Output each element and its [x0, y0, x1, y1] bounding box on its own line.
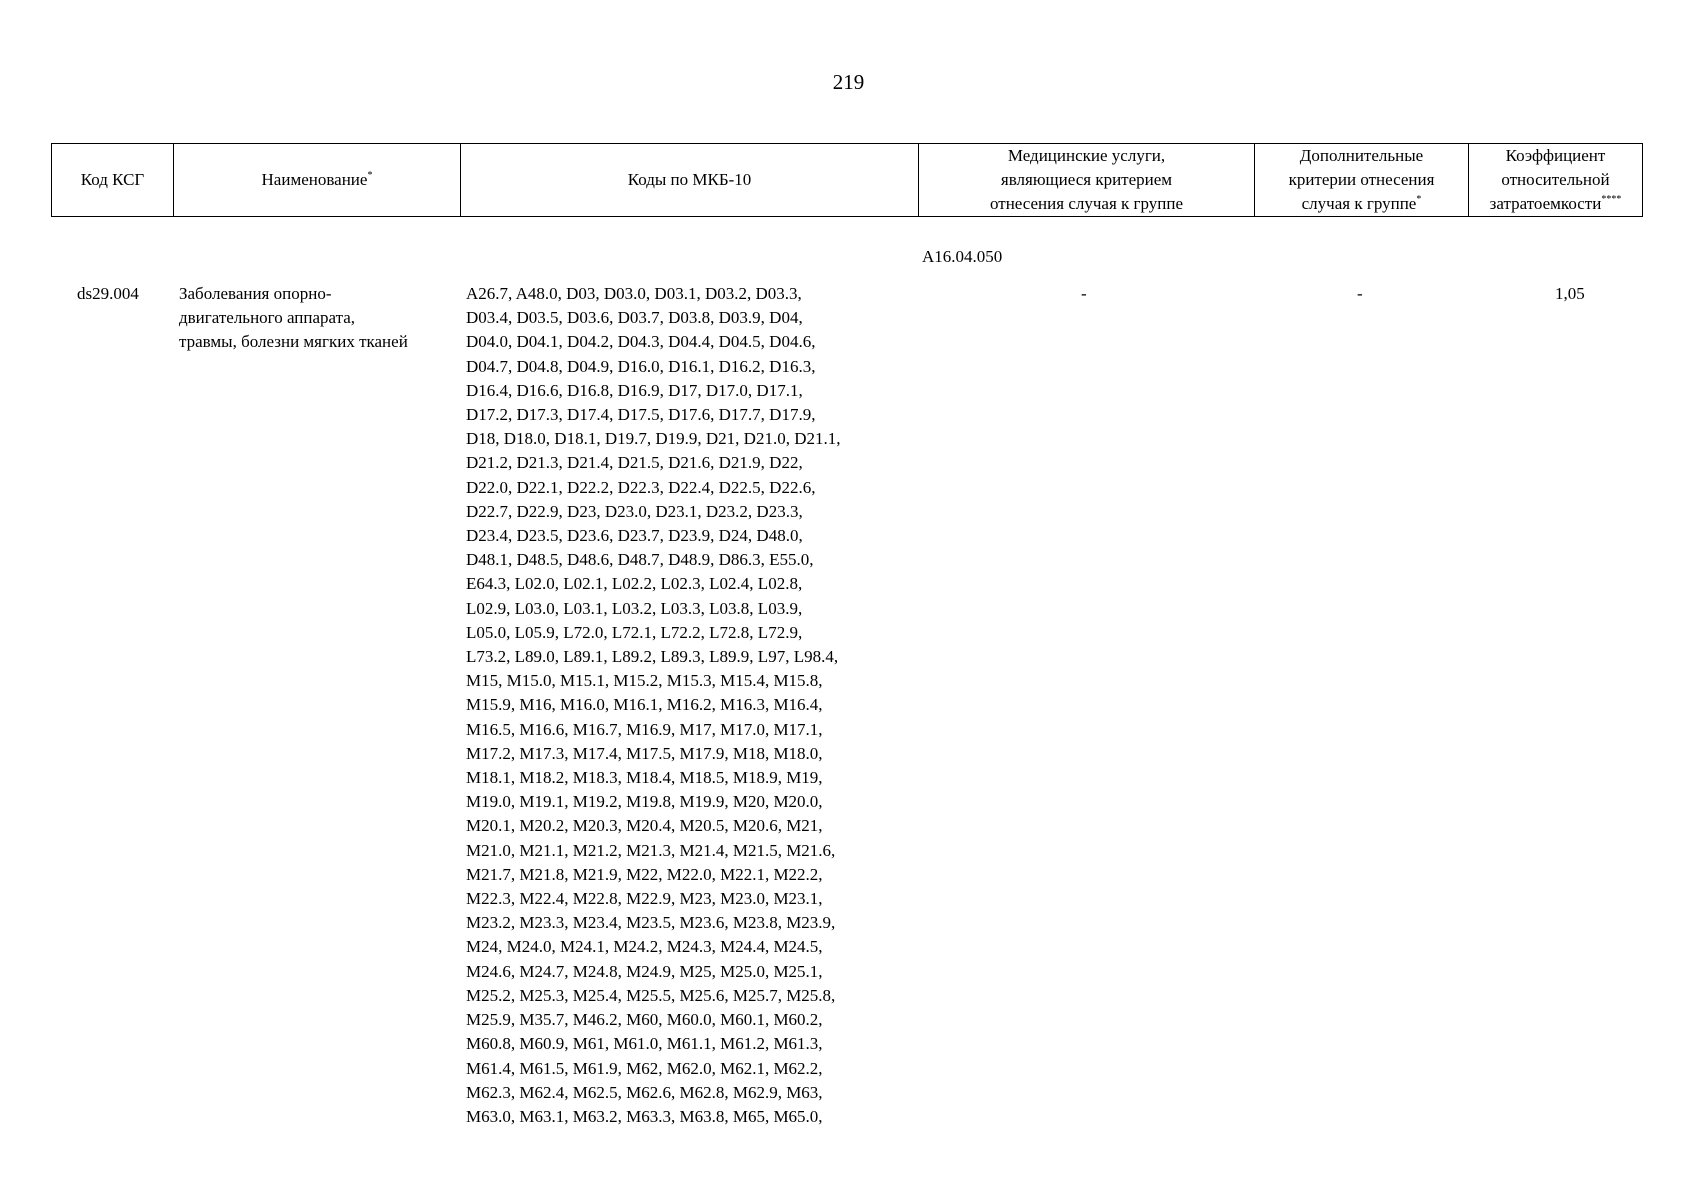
header-mkb-codes — [461, 144, 919, 216]
mkb-code-line: M19.0, M19.1, M19.2, M19.8, M19.9, M20, M20.0, — [466, 792, 823, 812]
row-services: - — [1081, 284, 1087, 303]
mkb-code-line: D17.2, D17.3, D17.4, D17.5, D17.6, D17.7, D17.9, — [466, 405, 816, 425]
row-name — [179, 282, 464, 355]
mkb-code-line: M61.4, M61.5, M61.9, M62, M62.0, M62.1, M62.2, — [466, 1058, 823, 1078]
header-additional-criteria-line: случая к группе — [1301, 194, 1417, 213]
header-coefficient — [1469, 144, 1642, 216]
mkb-code-line: E64.3, L02.0, L02.1, L02.2, L02.3, L02.4, L02.8, — [466, 574, 803, 594]
mkb-code-line: M25.9, M35.7, M46.2, M60, M60.0, M60.1, M60.2, — [466, 1010, 823, 1030]
mkb-code-line: M22.3, M22.4, M22.8, M22.9, M23, M23.0, M23.1, — [466, 889, 823, 909]
mkb-code-line: D18, D18.0, D18.1, D19.7, D19.9, D21, D21.0, D21.1, — [466, 429, 841, 449]
mkb-code-line: M15, M15.0, M15.1, M15.2, M15.3, M15.4, M15.8, — [466, 671, 823, 691]
row-name-line: двигательного аппарата, — [179, 308, 356, 328]
mkb-code-line: L05.0, L05.9, L72.0, L72.1, L72.2, L72.8, L72.9, — [466, 622, 803, 642]
header-medical-services-line: отнесения случая к группе — [989, 194, 1184, 213]
mkb-code-line: M24, M24.0, M24.1, M24.2, M24.3, M24.4, M24.5, — [466, 937, 823, 957]
mkb-code-line: M21.7, M21.8, M21.9, M22, M22.0, M22.1, M22.2, — [466, 864, 823, 884]
header-name — [174, 144, 461, 216]
header-medical-services-line: являющиеся критерием — [1000, 170, 1173, 189]
table-header — [51, 143, 1643, 217]
mkb-code-line: D16.4, D16.6, D16.8, D16.9, D17, D17.0, D17.1, — [466, 380, 803, 400]
header-coefficient-line: Коэффициент — [1505, 146, 1606, 165]
mkb-code-line: M15.9, M16, M16.0, M16.1, M16.2, M16.3, M16.4, — [466, 695, 823, 715]
mkb-code-line: M21.0, M21.1, M21.2, M21.3, M21.4, M21.5, M21.6, — [466, 840, 836, 860]
mkb-code-line: D03.4, D03.5, D03.6, D03.7, D03.8, D03.9, D04, — [466, 308, 803, 328]
mkb-code-line: M24.6, M24.7, M24.8, M24.9, M25, M25.0, M25.1, — [466, 961, 823, 981]
mkb-code-line: M25.2, M25.3, M25.4, M25.5, M25.6, M25.7, M25.8, — [466, 985, 836, 1005]
row-coefficient: 1,05 — [1555, 284, 1585, 303]
mkb-code-line: M62.3, M62.4, M62.5, M62.6, M62.8, M62.9, M63, — [466, 1082, 823, 1102]
mkb-code-line: L02.9, L03.0, L03.1, L03.2, L03.3, L03.8, L03.9, — [466, 598, 803, 618]
header-mkb-codes-label: Коды по МКБ-10 — [627, 170, 752, 189]
mkb-code-line: M16.5, M16.6, M16.7, M16.9, M17, M17.0, M17.1, — [466, 719, 823, 739]
row-additional-criteria: - — [1357, 284, 1363, 303]
row-code: ds29.004 — [77, 284, 139, 303]
header-additional-criteria-line: критерии отнесения — [1288, 170, 1435, 189]
mkb-code-line: A26.7, A48.0, D03, D03.0, D03.1, D03.2, D03.3, — [466, 284, 802, 303]
header-coefficient-line: затратоемкости — [1489, 194, 1602, 213]
mkb-code-line: D48.1, D48.5, D48.6, D48.7, D48.9, D86.3, E55.0, — [466, 550, 814, 570]
mkb-code-line: M23.2, M23.3, M23.4, M23.5, M23.6, M23.8, M23.9, — [466, 913, 836, 933]
mkb-code-line: D21.2, D21.3, D21.4, D21.5, D21.6, D21.9, D22, — [466, 453, 803, 473]
row-name-line: травмы, болезни мягких тканей — [179, 332, 408, 352]
header-coefficient-line: относительной — [1501, 170, 1610, 189]
row-name-line: Заболевания опорно- — [179, 284, 332, 303]
mkb-code-line: L73.2, L89.0, L89.1, L89.2, L89.3, L89.9, L97, L98.4, — [466, 647, 839, 667]
continued-service-code: A16.04.050 — [922, 247, 1003, 266]
header-code-ksg-label: Код КСГ — [80, 170, 145, 189]
footnote-mark: * — [1416, 194, 1422, 205]
mkb-code-line: M63.0, M63.1, M63.2, M63.3, M63.8, M65, M65.0, — [466, 1106, 823, 1126]
mkb-code-line: D04.0, D04.1, D04.2, D04.3, D04.4, D04.5, D04.6, — [466, 332, 816, 352]
header-additional-criteria-line: Дополнительные — [1299, 146, 1424, 165]
mkb-code-line: D04.7, D04.8, D04.9, D16.0, D16.1, D16.2, D16.3, — [466, 356, 816, 376]
mkb-code-line: M18.1, M18.2, M18.3, M18.4, M18.5, M18.9, M19, — [466, 768, 823, 788]
header-name-label: Наименование — [261, 170, 368, 189]
mkb-code-line: M17.2, M17.3, M17.4, M17.5, M17.9, M18, M18.0, — [466, 743, 823, 763]
mkb-code-line: M20.1, M20.2, M20.3, M20.4, M20.5, M20.6, M21, — [466, 816, 823, 836]
header-additional-criteria — [1255, 144, 1469, 216]
mkb-code-line: M60.8, M60.9, M61, M61.0, M61.1, M61.2, M61.3, — [466, 1034, 823, 1054]
footnote-mark: * — [367, 170, 373, 181]
mkb-code-line: D22.7, D22.9, D23, D23.0, D23.1, D23.2, D23.3, — [466, 501, 803, 521]
header-medical-services-line: Медицинские услуги, — [1007, 146, 1166, 165]
mkb-code-line: D22.0, D22.1, D22.2, D22.3, D22.4, D22.5, D22.6, — [466, 477, 816, 497]
footnote-mark: **** — [1601, 194, 1622, 205]
mkb-code-line: D23.4, D23.5, D23.6, D23.7, D23.9, D24, D48.0, — [466, 526, 803, 546]
header-medical-services — [919, 144, 1255, 216]
row-mkb-codes — [466, 282, 926, 1129]
page-number: 219 — [832, 70, 865, 94]
header-code-ksg — [52, 144, 174, 216]
